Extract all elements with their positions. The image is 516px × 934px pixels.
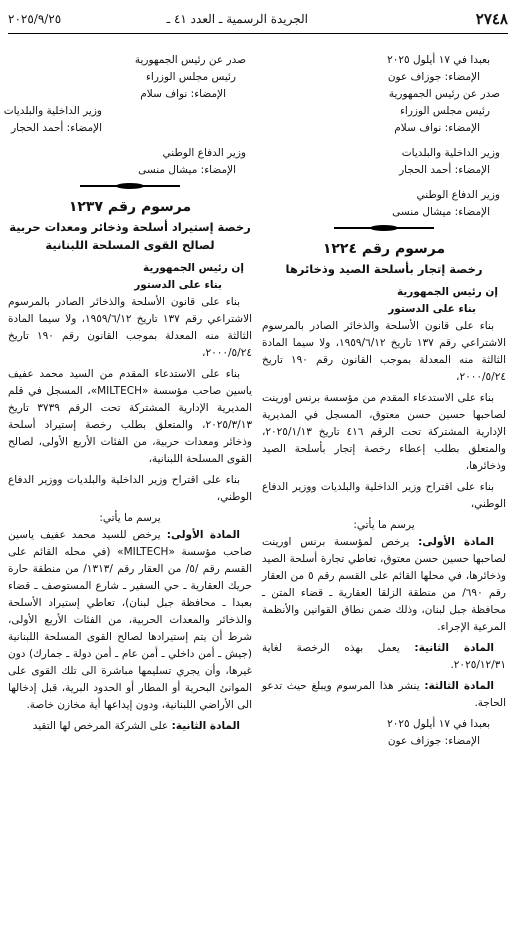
signature: الإمضاء: نواف سلام — [140, 88, 226, 100]
article-label: المادة الثانية: — [414, 642, 494, 654]
preamble-paragraph: بناء على اقتراح وزير الداخلية والبلديات ووزير الدفاع الوطني، — [262, 481, 506, 510]
article-label: المادة الثالثة: — [424, 680, 494, 692]
page-header — [8, 6, 508, 36]
preamble-paragraph: بناء على قانون الأسلحة والذخائر الصادر بالمرسوم الاشتراعي رقم ١٣٧ تاريخ ١٩٥٩/٦/١٢، ولا سيما المادة الثالثة منه المعدلة بموجب القانون رقم ١٩٠ تاريخ ٢٠٠٠/٥/٢٤، — [262, 320, 506, 383]
signatory-title: رئيس مجلس الوزراء — [399, 105, 490, 117]
signing-date: بعبدا في ١٧ أيلول ٢٠٢٥ — [387, 718, 490, 730]
constitution-line: بناء على الدستور — [388, 303, 476, 315]
issue-date: ٢٠٢٥/٩/٢٥ — [8, 12, 62, 26]
article-text: على الشركة المرخص لها التقيد — [32, 720, 169, 732]
issued-by: صدر عن رئيس الجمهورية — [388, 88, 500, 100]
preamble-paragraph: بناء على قانون الأسلحة والذخائر الصادر بالمرسوم الاشتراعي رقم ١٣٧ تاريخ ١٩٥٩/٦/١٢، ولا سيما المادة الثالثة منه المعدلة بموجب القانون رقم ١٩٠ تاريخ ٢٠٠٠/٥/٢٤، — [8, 296, 252, 359]
signature: الإمضاء: ميشال منسى — [138, 164, 236, 176]
right-column — [262, 52, 506, 750]
decrees-line: يرسم ما يأتي: — [99, 512, 161, 524]
preamble-paragraph: بناء على الاستدعاء المقدم من مؤسسة برنس اورينت لصاحبها حسين حسن معتوق، المسجل في المديرية الإدارية المشتركة تحت الرقم ٤١٦ تاريخ ٢٠٢٥/١/١٣، والمتعلق بطلب إعطاء رخصة إتجار بأسلحة الصيد وذخائرها، — [262, 392, 506, 472]
page-number: ٢٧٤٨ — [475, 10, 508, 28]
signature: الإمضاء: نواف سلام — [394, 122, 480, 134]
article-1 — [262, 534, 506, 636]
president-line: إن رئيس الجمهورية — [142, 262, 244, 274]
signatory-title: وزير الداخلية والبلديات — [3, 105, 102, 117]
issued-by: صدر عن رئيس الجمهورية — [134, 54, 246, 66]
signature: الإمضاء: أحمد الحجار — [11, 122, 102, 134]
decree-title: مرسوم رقم ١٢٣٧ — [68, 199, 192, 215]
decree-title: مرسوم رقم ١٢٢٤ — [322, 241, 446, 257]
section-divider — [80, 183, 180, 189]
article-1 — [8, 527, 252, 714]
article-text: ينشر هذا المرسوم ويبلغ حيث تدعو الحاجة. — [262, 680, 506, 709]
article-2 — [8, 718, 252, 735]
section-divider — [334, 225, 434, 231]
article-label: المادة الأولى: — [418, 536, 494, 548]
header-divider — [8, 33, 508, 34]
article-text: يعمل بهذه الرخصة لغاية ٢٠٢٥/١٢/٣١. — [262, 642, 506, 671]
article-3 — [262, 678, 506, 712]
gazette-title: الجريدة الرسمية ـ العدد ٤١ ـ — [166, 12, 308, 26]
decrees-line: يرسم ما يأتي: — [353, 519, 415, 531]
preamble-paragraph: بناء على اقتراح وزير الداخلية والبلديات ووزير الدفاع الوطني، — [8, 474, 252, 503]
president-line: إن رئيس الجمهورية — [396, 286, 498, 298]
signature: الإمضاء: ميشال منسى — [392, 206, 490, 218]
signature: الإمضاء: أحمد الحجار — [399, 164, 490, 176]
left-column — [3, 52, 252, 739]
preamble-paragraph: بناء على الاستدعاء المقدم من السيد محمد عفيف ياسين صاحب مؤسسة «MILTECH»، المسجل في قلم المديرية الإدارية المشتركة تحت الرقم ٣٧٣٩ تاريخ ٢٠٢٥/٣/١٣، والمتعلق بطلب رخصة إستيراد أسلحة وذخائر ومعدات حربية، من الفئات الأربع الأولى، لصالح القوى المسلحة اللبنانية، — [8, 368, 252, 465]
signatory-title: وزير الدفاع الوطني — [162, 147, 246, 159]
signatory-title: وزير الداخلية والبلديات — [401, 147, 500, 159]
article-2 — [262, 640, 506, 674]
signature: الإمضاء: جوزاف عون — [387, 71, 480, 83]
decree-subject: رخصة إتجار بأسلحة الصيد وذخائرها — [285, 262, 483, 276]
decree-subject: رخصة إستيراد أسلحة وذخائر ومعدات حربية لصالح القوى المسلحة اللبنانية — [9, 220, 251, 252]
signing-date: بعبدا في ١٧ أيلول ٢٠٢٥ — [387, 54, 490, 66]
article-text: يرخص لمؤسسة برنس اورينت لصاحبها حسين حسن معتوق، تعاطي تجارة أسلحة الصيد وذخائرها، في محلها القائم على القسم رقم ٥ من العقار رقم ٦٩٠/ من منطقة الزلقا العقارية ـ قضاء المتن ـ محافظة جبل لبنان، وذلك ضمن نطاق القوانين والأنظمة المرعية الإجراء. — [262, 536, 506, 633]
article-text: يرخص للسيد محمد عفيف ياسين صاحب مؤسسة «MILTECH» (في محله القائم على القسم رقم /٥/ من العقار رقم /١٣١٣/ من منطقة حارة حريك العقارية ـ حي السفير ـ شارع المستوصف ـ قضاء بعبدا ـ محافظة جبل لبنان)، تعاطي إستيراد الأسلحة والذخائر والمعدات الحربية، من الفئات الأربع الأولى، شرط أن يتم إستيرادها لصالح القوى المسلحة اللبنانية (جيش ـ أمن داخلي ـ أمن عام ـ أمن دولة ـ جمارك) دون غيرها، وأن يجري تسليمها مباشرة الى تلك القوى على الموانئ البحرية أو المطار أو الحدود البرية، قبل إدخالها الى الأراضي اللبنانية، ودون إيداعها أية مخازن خاصة. — [8, 529, 252, 711]
signatory-title: رئيس مجلس الوزراء — [145, 71, 236, 83]
signature: الإمضاء: جوزاف عون — [387, 735, 480, 747]
signatory-title: وزير الدفاع الوطني — [416, 189, 500, 201]
article-label: المادة الأولى: — [166, 529, 240, 541]
constitution-line: بناء على الدستور — [134, 279, 222, 291]
article-label: المادة الثانية: — [171, 720, 240, 732]
